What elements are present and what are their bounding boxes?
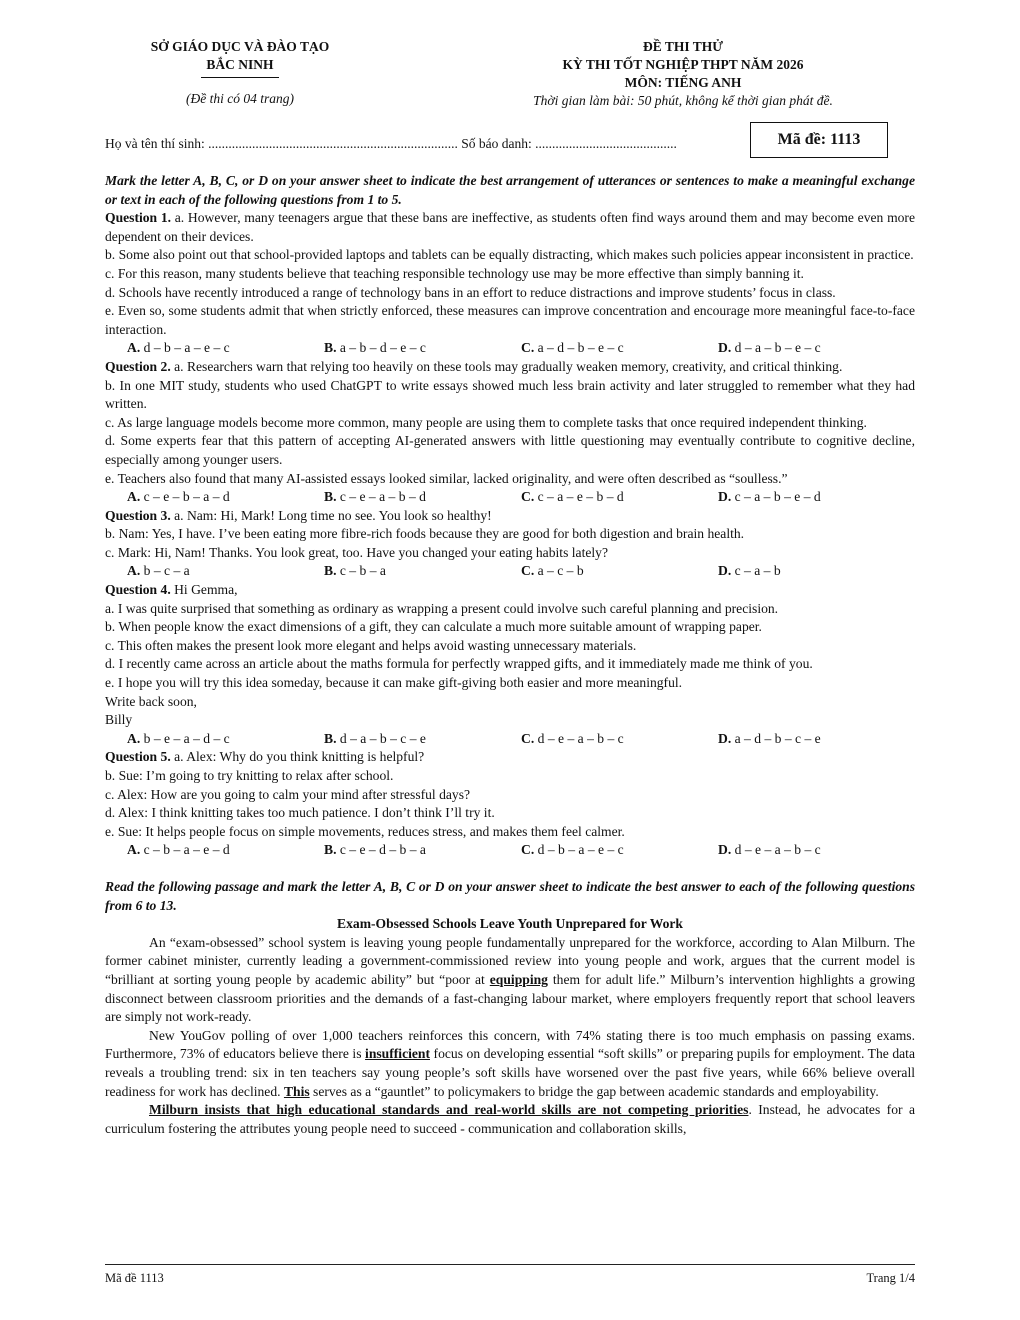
question-2 xyxy=(105,358,915,507)
answer-options xyxy=(105,562,915,581)
option-c[interactable]: C. a – d – b – e – c xyxy=(521,340,624,356)
sentence-c: c. Mark: Hi, Nam! Thanks. You look great, too. Have you changed your eating habits lately? xyxy=(105,544,608,560)
question-label: Question 2. xyxy=(105,358,171,374)
underlined-word-equipping: equipping xyxy=(489,971,548,987)
sentence-e: e. Even so, some students admit that when strictly enforced, these measures can improve concentration and encourage more meaningful face-to-face interaction. xyxy=(105,303,915,337)
underlined-word-this: This xyxy=(283,1083,310,1099)
sentence-e: e. Teachers also found that many AI-assisted essays looked similar, lacked originality, and were often described as “soulless.” xyxy=(105,470,788,486)
passage-paragraph-1: An “exam-obsessed” school system is leaving young people fundamentally unprepared for the workforce, according to Alan Milburn. The former cabinet minister, currently leading a government-commissioned review into young people and work, argues that the current model is “brilliant at sorting young people by academic ability” but “poor at equipping them for adult life.” Milburn’s intervention highlights a growing disconnect between classroom priorities and the demands of a fast-changing labour market, where employers frequently report that school leavers are simply not work-ready. xyxy=(105,934,915,1025)
option-d[interactable]: D. d – a – b – e – c xyxy=(718,340,821,356)
option-c[interactable]: C. d – b – a – e – c xyxy=(521,842,624,858)
question-4 xyxy=(105,581,915,748)
option-b[interactable]: B. c – b – a xyxy=(324,563,386,579)
department-name: SỞ GIÁO DỤC VÀ ĐÀO TẠO xyxy=(150,39,330,54)
sentence-b: b. Nam: Yes, I have. I’ve been eating more fibre-rich foods because they are good for both digestion and brain health. xyxy=(105,526,745,542)
option-d[interactable]: D. a – d – b – c – e xyxy=(718,730,821,746)
question-label: Question 1. xyxy=(105,210,172,226)
exam-title: ĐỀ THI THỬ xyxy=(642,39,724,54)
option-d[interactable]: D. c – a – b – e – d xyxy=(718,489,821,505)
answer-options xyxy=(105,841,915,860)
pages-note: (Đề thi có 04 trang) xyxy=(186,91,294,106)
sentence-b: b. Sue: I’m going to try knitting to relax after school. xyxy=(105,768,394,783)
letter-greeting: Hi Gemma, xyxy=(170,582,238,598)
footer-exam-code: Mã đề 1113 xyxy=(105,1271,164,1285)
exam-content xyxy=(105,172,915,1138)
option-c[interactable]: C. d – e – a – b – c xyxy=(521,730,624,746)
sentence-a: a. Alex: Why do you think knitting is helpful? xyxy=(170,749,425,765)
exam-subtitle: KỲ THI TỐT NGHIỆP THPT NĂM 2026 xyxy=(562,57,804,72)
underlined-sentence: Milburn insists that high educational standards and real-world skills are not competing priorities xyxy=(149,1102,749,1118)
time-note: Thời gian làm bài: 50 phút, không kể thời gian phát đề. xyxy=(533,93,833,108)
letter-closing: Write back soon, xyxy=(105,693,197,709)
sentence-a: a. However, many teenagers argue that these bans are ineffective, as students often find ways around them and may become even more dependent on their devices. xyxy=(105,210,915,244)
question-label: Question 3. xyxy=(105,507,171,523)
answer-options xyxy=(105,488,915,507)
province-name: BẮC NINH xyxy=(206,57,274,72)
option-c[interactable]: C. c – a – e – b – d xyxy=(521,489,624,505)
sentence-e: e. Sue: It helps people focus on simple movements, reduces stress, and makes them feel calmer. xyxy=(105,823,625,839)
option-b[interactable]: B. a – b – d – e – c xyxy=(324,340,426,356)
section-spacer xyxy=(105,860,915,878)
question-label: Question 5. xyxy=(105,749,171,765)
sentence-d: d. Alex: I think knitting takes too much patience. I don’t think I’ll try it. xyxy=(105,805,495,821)
passage-paragraph-3: Milburn insists that high educational standards and real-world skills are not competing priorities. Instead, he advocates for a curriculum fostering the attributes young people need to succeed - communication and collaboration skills, xyxy=(105,1102,915,1136)
candidate-info-line: Họ và tên thí sinh: .......................................................................... Số báo danh: .......................................... xyxy=(105,136,677,151)
sentence-d: d. Some experts fear that this pattern of accepting AI-generated answers with little questioning may eventually contribute to cognitive decline, especially among younger users. xyxy=(105,433,915,467)
option-d[interactable]: D. d – e – a – b – c xyxy=(718,842,821,858)
option-a[interactable]: A. c – b – a – e – d xyxy=(127,842,230,858)
sentence-c: c. Alex: How are you going to calm your mind after stressful days? xyxy=(105,786,471,802)
question-5 xyxy=(105,748,915,860)
question-1 xyxy=(105,209,915,358)
section2-instruction: Read the following passage and mark the letter A, B, C or D on your answer sheet to indicate the best answer to each of the following questions from 6 to 13. xyxy=(105,878,915,913)
underlined-word-insufficient: insufficient xyxy=(365,1046,430,1062)
header-divider xyxy=(201,77,279,78)
sentence-a: a. Researchers warn that relying too heavily on these tools may gradually weaken memory, creativity, and critical thinking. xyxy=(170,358,843,374)
passage-title: Exam-Obsessed Schools Leave Youth Unprepared for Work xyxy=(337,916,683,932)
option-a[interactable]: A. b – c – a xyxy=(127,563,190,579)
option-b[interactable]: B. d – a – b – c – e xyxy=(324,730,426,746)
answer-options xyxy=(105,339,915,358)
sentence-a: a. Nam: Hi, Mark! Long time no see. You look so healthy! xyxy=(170,507,492,523)
subject-name: MÔN: TIẾNG ANH xyxy=(624,75,742,90)
sentence-e: e. I hope you will try this idea someday, because it can make gift-giving both easier and more meaningful. xyxy=(105,675,683,691)
option-b[interactable]: B. c – e – a – b – d xyxy=(324,489,426,505)
sentence-c: c. For this reason, many students believe that teaching responsible technology use may be more effective than simply banning it. xyxy=(105,265,804,281)
sentence-b: b. In one MIT study, students who used ChatGPT to write essays showed much less brain activity and later struggled to remember what they had written. xyxy=(105,377,915,412)
header-right xyxy=(478,38,888,110)
header-left xyxy=(130,38,350,108)
option-b[interactable]: B. c – e – d – b – a xyxy=(324,842,426,858)
option-c[interactable]: C. a – c – b xyxy=(521,563,584,579)
sentence-c: c. As large language models become more common, many people are using them to complete tasks that once required independent thinking. xyxy=(105,414,867,430)
letter-signature: Billy xyxy=(105,712,133,728)
option-a[interactable]: A. d – b – a – e – c xyxy=(127,340,230,356)
section1-instruction: Mark the letter A, B, C, or D on your answer sheet to indicate the best arrangement of utterances or sentences to make a meaningful exchange or text in each of the following questions from 1 to 5. xyxy=(105,173,915,207)
option-a[interactable]: A. c – e – b – a – d xyxy=(127,489,230,505)
footer-page-number: Trang 1/4 xyxy=(866,1271,915,1285)
question-label: Question 4. xyxy=(105,582,171,598)
passage-paragraph-2: New YouGov polling of over 1,000 teachers reinforces this concern, with 74% stating there is too much emphasis on passing exams. Furthermore, 73% of educators believe there is insufficient focus on developing essential “soft skills” or preparing pupils for employment. The data reveals a troubling trend: six in ten teachers say young people’s soft skills have worsened over the past five years, while 66% believe overall readiness for work has declined. This serves as a “gauntlet” to policymakers to bridge the gap between academic standards and employability. xyxy=(105,1027,915,1099)
option-a[interactable]: A. b – e – a – d – c xyxy=(127,730,230,746)
page-footer xyxy=(105,1264,915,1288)
sentence-b: b. Some also point out that school-provided laptops and tablets can be equally distracting, which makes such policies appear inconsistent in practice. xyxy=(105,247,914,263)
question-3 xyxy=(105,507,915,581)
sentence-d: d. Schools have recently introduced a range of technology bans in an effort to reduce distractions and improve students’ focus in class. xyxy=(105,284,836,300)
option-d[interactable]: D. c – a – b xyxy=(718,563,781,579)
sentence-c: c. This often makes the present look more elegant and helps avoid wasting unnecessary materials. xyxy=(105,637,637,653)
sentence-b: b. When people know the exact dimensions of a gift, they can calculate a much more suitable amount of wrapping paper. xyxy=(105,619,762,635)
sentence-d: d. I recently came across an article about the maths formula for perfectly wrapped gifts, and it immediately made me think of you. xyxy=(105,656,813,672)
answer-options xyxy=(105,730,915,749)
sentence-a: a. I was quite surprised that something as ordinary as wrapping a present could involve such careful planning and precision. xyxy=(105,600,779,616)
exam-code-box: Mã đề: 1113 xyxy=(750,122,888,158)
